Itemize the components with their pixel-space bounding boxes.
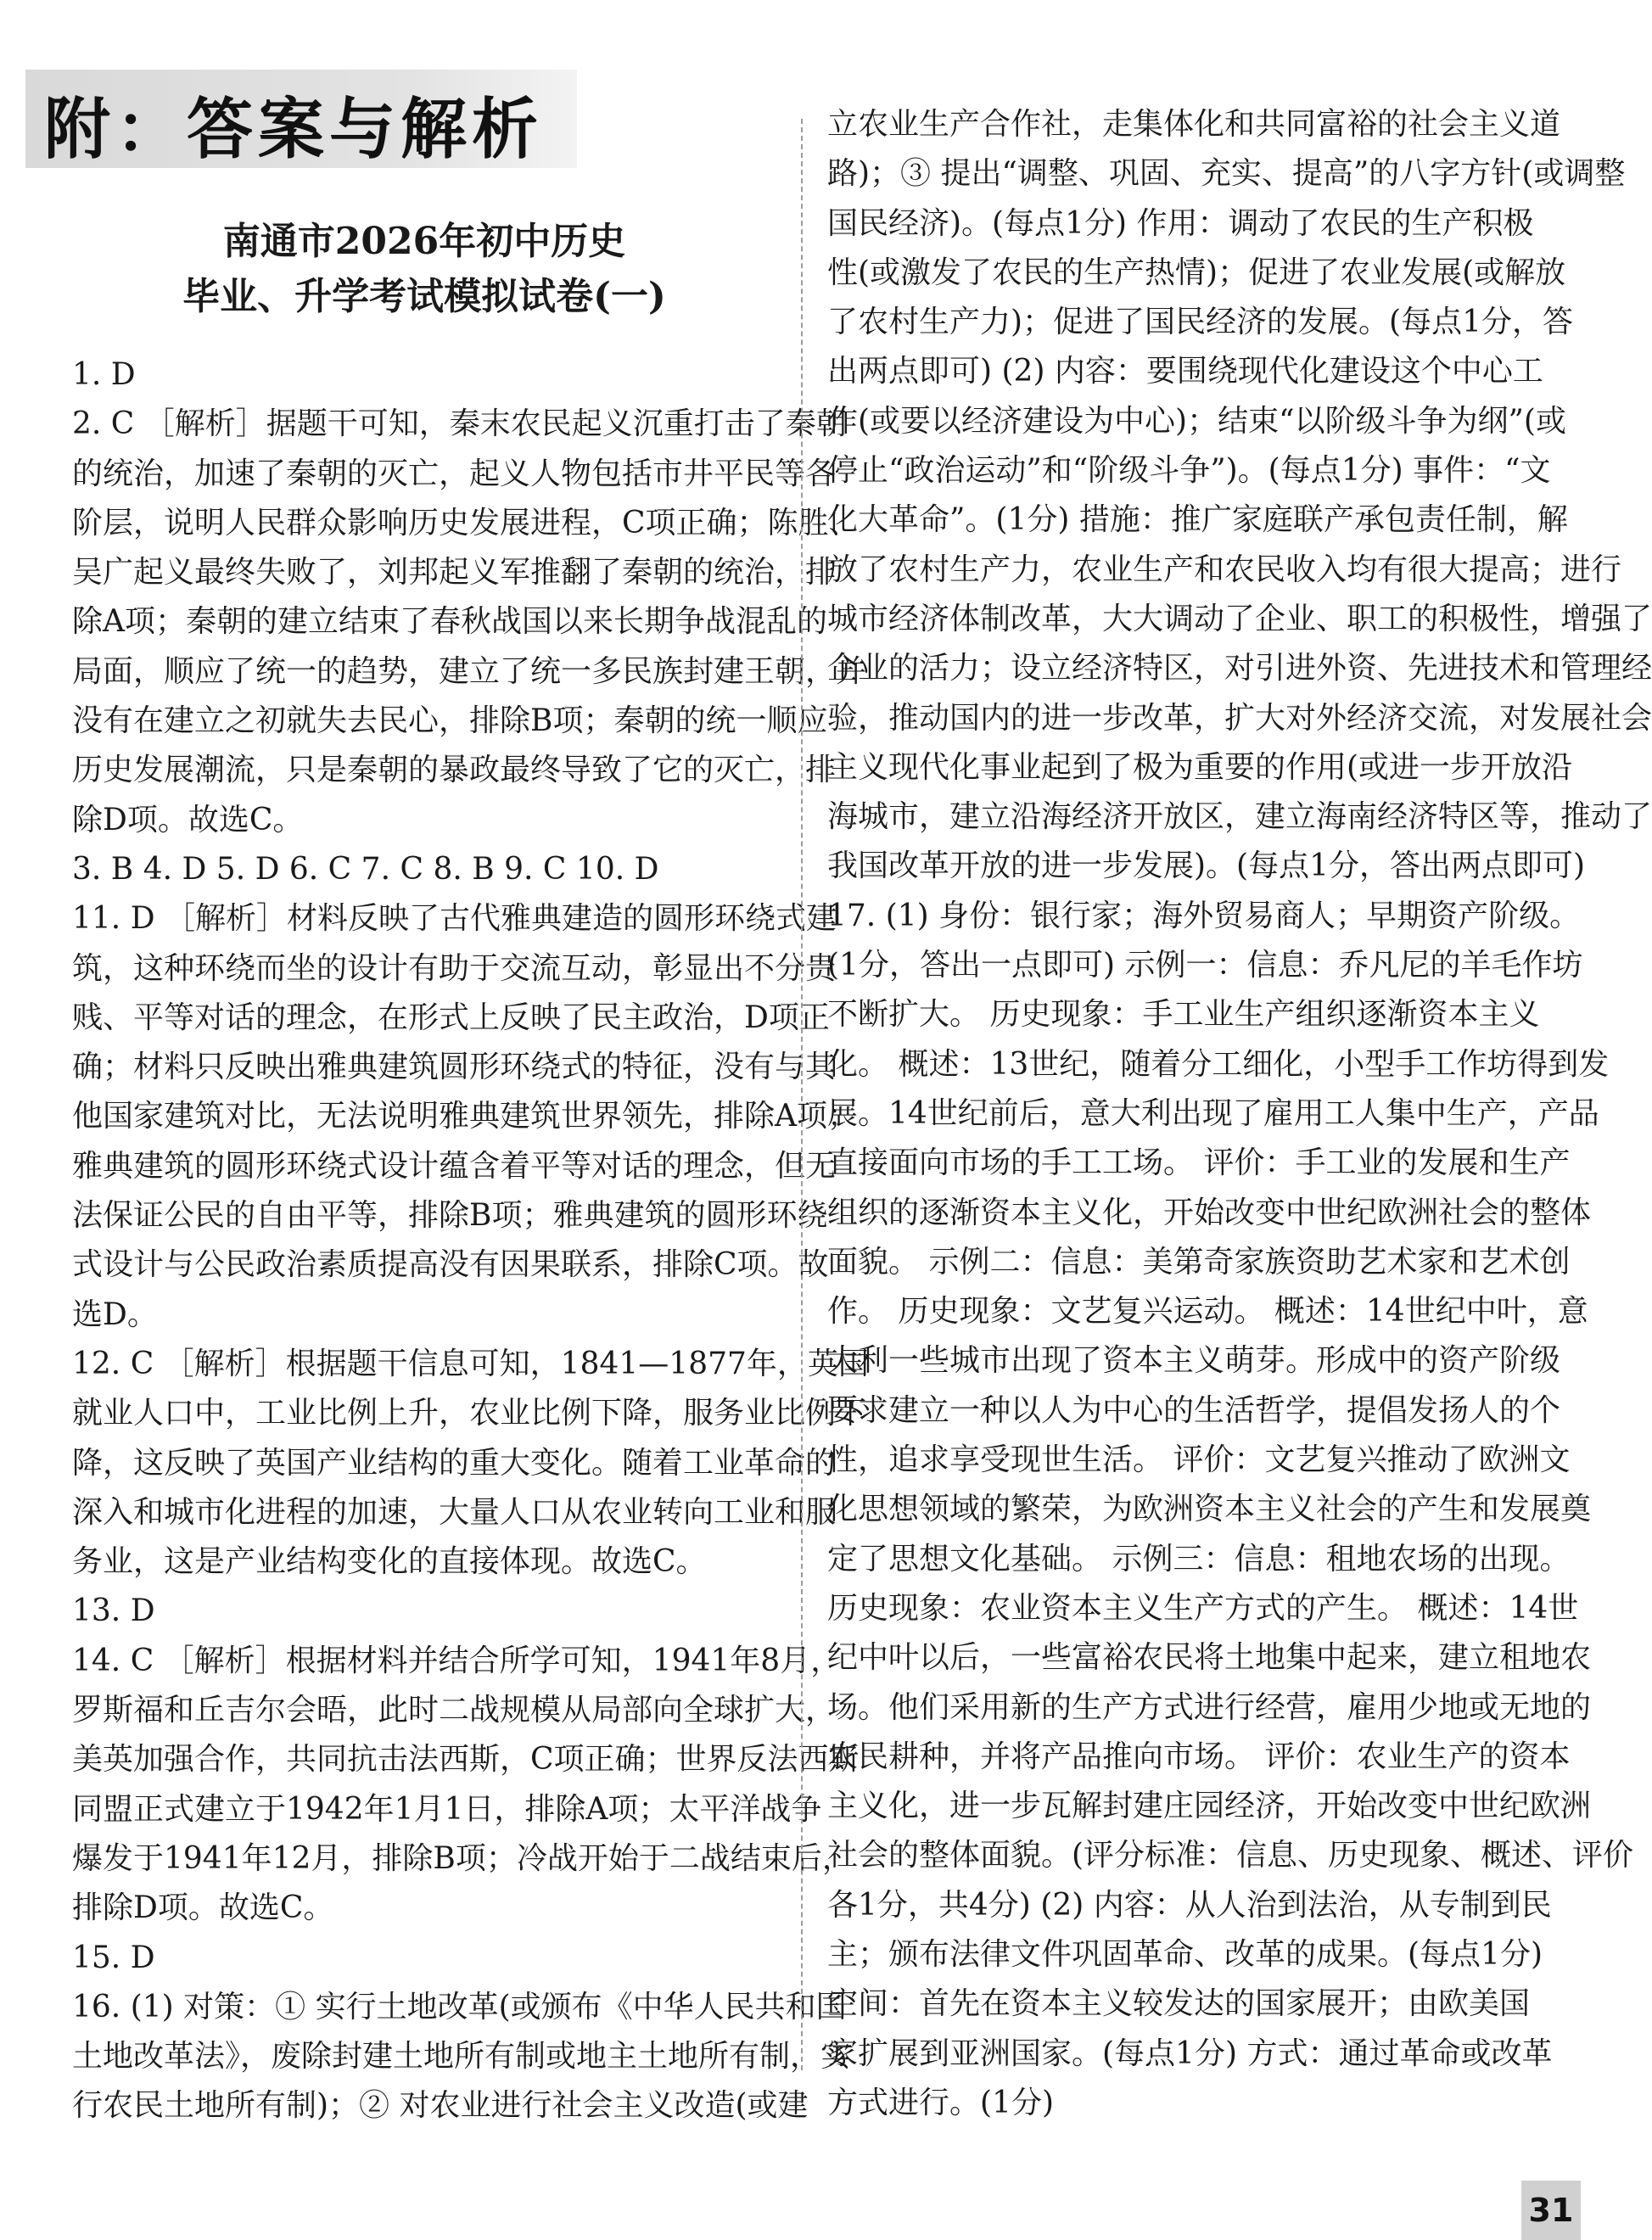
- text-line: 他国家建筑对比，无法说明雅典建筑世界领先，排除A项；: [72, 1099, 858, 1134]
- text-line: 行农民土地所有制)；② 对农业进行社会主义改造(或建: [72, 2088, 809, 2124]
- page-number: 31: [1521, 2181, 1581, 2240]
- text-line: 直接面向市场的手工工场。 评价：手工业的发展和生产: [827, 1145, 1571, 1181]
- text-line: 了农村生产力)；促进了国民经济的发展。(每点1分，答: [827, 305, 1573, 340]
- right-answer-text: [827, 100, 1652, 2128]
- text-line: 路)；③ 提出“调整、巩固、充实、提高”的八字方针(或调整: [827, 156, 1626, 192]
- text-line: 各1分，共4分) (2) 内容：从人治到法治，从专制到民: [827, 1887, 1552, 1923]
- section-banner-title: 附：答案与解析: [44, 92, 544, 168]
- text-line: 定了思想文化基础。 示例三：信息：租地农场的出现。: [827, 1541, 1571, 1576]
- text-line: 化。 概述：13世纪，随着分工细化，小型手工作坊得到发: [827, 1046, 1610, 1082]
- text-line: 化大革命”。(1分) 措施：推广家庭联产承包责任制，解: [827, 502, 1568, 538]
- text-line: 12. C ［解析］根据题干信息可知，1841—1877年，英国: [72, 1346, 869, 1381]
- text-line: 历史现象：农业资本主义生产方式的产生。 概述：14世: [827, 1590, 1579, 1626]
- left-answer-text: [72, 350, 869, 2131]
- text-line: 式设计与公民政治素质提高没有因果联系，排除C项。故: [72, 1247, 829, 1283]
- text-line: 作(或要以经济建设为中心)；结束“以阶级斗争为纲”(或: [827, 403, 1566, 439]
- text-line: 的统治，加速了秦朝的灭亡，起义人物包括市井平民等各: [72, 456, 837, 491]
- text-line: 务业，这是产业结构变化的直接体现。故选C。: [72, 1544, 707, 1580]
- text-line: 国民经济)。(每点1分) 作用：调动了农民的生产积极: [827, 205, 1534, 241]
- text-line: 我国改革开放的进一步发展)。(每点1分，答出两点即可): [827, 848, 1586, 884]
- text-line: 3. B 4. D 5. D 6. C 7. C 8. B 9. C 10. D: [72, 851, 659, 887]
- text-line: 海城市，建立沿海经济开放区，建立海南经济特区等，推动了: [827, 799, 1652, 835]
- text-line: 性，追求享受现世生活。 评价：文艺复兴推动了欧洲文: [827, 1442, 1571, 1478]
- text-line: 2. C ［解析］据题干可知，秦末农民起义沉重打击了秦朝: [72, 406, 847, 442]
- text-line: 爆发于1941年12月，排除B项；冷战开始于二战结束后，: [72, 1840, 853, 1876]
- text-line: 城市经济体制改革，大大调动了企业、职工的积极性，增强了: [827, 601, 1652, 636]
- text-line: 选D。: [72, 1296, 158, 1332]
- text-line: 放了农村生产力，农业生产和农民收入均有很大提高；进行: [827, 552, 1622, 587]
- text-line: 主义化，进一步瓦解封建庄园经济，开始改变中世纪欧洲: [827, 1789, 1592, 1824]
- text-line: 确；材料只反映出雅典建筑圆形环绕式的特征，没有与其: [72, 1050, 837, 1085]
- section-banner: [25, 70, 577, 168]
- text-line: 除A项；秦朝的建立结束了春秋战国以来长期争战混乱的: [72, 604, 827, 640]
- text-line: 排除D项。故选C。: [72, 1890, 334, 1926]
- text-line: 13. D: [72, 1593, 155, 1629]
- text-line: 吴广起义最终失败了，刘邦起义军推翻了秦朝的统治，排: [72, 555, 837, 591]
- text-line: 17. (1) 身份：银行家；海外贸易商人；早期资产阶级。: [827, 898, 1581, 933]
- column-divider: [801, 119, 803, 2070]
- text-line: 出两点即可) (2) 内容：要围绕现代化建设这个中心工: [827, 354, 1543, 389]
- text-line: 展。14世纪前后，意大利出现了雇用工人集中生产，产品: [827, 1095, 1599, 1131]
- text-line: 方式进行。(1分): [827, 2085, 1054, 2120]
- text-line: 11. D ［解析］材料反映了古代雅典建造的圆形环绕式建: [72, 901, 837, 937]
- text-line: 组织的逐渐资本主义化，开始改变中世纪欧洲社会的整体: [827, 1195, 1592, 1230]
- text-line: 16. (1) 对策：① 实行土地改革(或颁布《中华人民共和国: [72, 1989, 847, 2024]
- text-line: 要求建立一种以人为中心的生活哲学，提倡发扬人的个: [827, 1392, 1561, 1428]
- text-line: 不断扩大。 历史现象：手工业生产组织逐渐资本主义: [827, 997, 1540, 1033]
- text-line: 降，这反映了英国产业结构的重大变化。随着工业革命的: [72, 1445, 837, 1481]
- text-line: 雅典建筑的圆形环绕式设计蕴含着平等对话的理念，但无: [72, 1148, 837, 1184]
- text-line: 14. C ［解析］根据材料并结合所学可知，1941年8月，: [72, 1643, 842, 1678]
- text-line: 美英加强合作，共同抗击法西斯，C项正确；世界反法西斯: [72, 1742, 860, 1778]
- text-line: 筑，这种环绕而坐的设计有助于交流互动，彰显出不分贵: [72, 950, 837, 986]
- text-line: 家扩展到亚洲国家。(每点1分) 方式：通过革命或改革: [827, 2036, 1553, 2071]
- text-line: 农民耕种，并将产品推向市场。 评价：农业生产的资本: [827, 1739, 1571, 1774]
- text-line: 局面，顺应了统一的趋势，建立了统一多民族封建王朝，并: [72, 653, 867, 689]
- text-line: 同盟正式建立于1942年1月1日，排除A项；太平洋战争: [72, 1791, 822, 1827]
- text-line: 就业人口中，工业比例上升，农业比例下降，服务业比例下: [72, 1396, 867, 1431]
- text-line: 15. D: [72, 1940, 155, 1975]
- text-line: 纪中叶以后，一些富裕农民将土地集中起来，建立租地农: [827, 1640, 1592, 1676]
- text-line: 社会的整体面貌。(评分标准：信息、历史现象、概述、评价: [827, 1838, 1634, 1873]
- text-line: 除D项。故选C。: [72, 802, 304, 837]
- text-line: 主；颁布法律文件巩固革命、改革的成果。(每点1分): [827, 1936, 1543, 1972]
- text-line: 空间：首先在资本主义较发达的国家展开；由欧美国: [827, 1986, 1531, 2022]
- text-line: (1分，答出一点即可) 示例一：信息：乔凡尼的羊毛作坊: [827, 948, 1583, 983]
- text-line: 大利一些城市出现了资本主义萌芽。形成中的资产阶级: [827, 1343, 1561, 1379]
- text-line: 深入和城市化进程的加速，大量人口从农业转向工业和服: [72, 1494, 837, 1530]
- text-line: 性(或激发了农民的生产热情)；促进了农业发展(或解放: [827, 255, 1566, 290]
- text-line: 面貌。 示例二：信息：美第奇家族资助艺术家和艺术创: [827, 1244, 1571, 1280]
- exam-title-line2: 毕业、升学考试模拟试卷(一): [182, 275, 666, 318]
- text-line: 土地改革法》，废除封建土地所有制或地主土地所有制，实: [72, 2039, 852, 2075]
- text-line: 场。他们采用新的生产方式进行经营，雇用少地或无地的: [827, 1689, 1592, 1725]
- text-line: 没有在建立之初就失去民心，排除B项；秦朝的统一顺应: [72, 703, 828, 739]
- text-line: 罗斯福和丘吉尔会晤，此时二战规模从局部向全球扩大，: [72, 1693, 837, 1728]
- text-line: 1. D: [72, 357, 136, 392]
- text-line: 法保证公民的自由平等，排除B项；雅典建筑的圆形环绕: [72, 1198, 828, 1234]
- text-line: 验，推动国内的进一步改革，扩大对外经济交流，对发展社会: [827, 700, 1652, 736]
- text-line: 化思想领域的繁荣，为欧洲资本主义社会的产生和发展奠: [827, 1492, 1592, 1527]
- text-line: 企业的活力；设立经济特区，对引进外资、先进技术和管理经: [827, 651, 1652, 686]
- text-line: 历史发展潮流，只是秦朝的暴政最终导致了它的灭亡，排: [72, 753, 837, 788]
- text-line: 贱、平等对话的理念，在形式上反映了民主政治，D项正: [72, 1000, 830, 1035]
- text-line: 主义现代化事业起到了极为重要的作用(或进一步开放沿: [827, 749, 1573, 785]
- exam-title-line1: 南通市2026年初中历史: [222, 220, 626, 263]
- text-line: 作。 历史现象：文艺复兴运动。 概述：14世纪中叶，意: [827, 1294, 1588, 1330]
- text-line: 停止“政治运动”和“阶级斗争”)。(每点1分) 事件：“文: [827, 453, 1551, 489]
- text-line: 立农业生产合作社，走集体化和共同富裕的社会主义道: [827, 107, 1561, 142]
- text-line: 阶层，说明人民群众影响历史发展进程，C项正确；陈胜、: [72, 505, 860, 540]
